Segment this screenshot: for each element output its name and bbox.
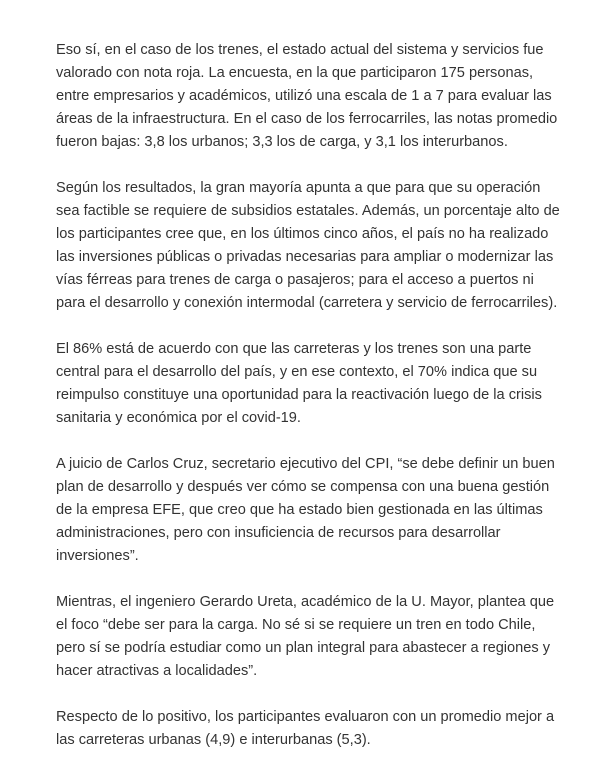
article-body [56,39,566,775]
paragraph-carlos-cruz-quote: A juicio de Carlos Cruz, secretario ejecutivo del CPI, “se debe definir un buen plan de desarrollo y después ver cómo se compensa con una buena gestión de la empresa EFE, que creo que ha estado bien gestionada en las últimas administraciones, pero con insuficiencia de recursos para desarrollar inversiones”. [56,456,555,564]
paragraph-gerardo-ureta-quote: Mientras, el ingeniero Gerardo Ureta, académico de la U. Mayor, plantea que el foco “debe ser para la carga. No sé si se requiere un tren en todo Chile, pero sí se podría estudiar como un plan integral para abastecer a regiones y hacer atractivas a localidades”. [56,594,555,679]
paragraph-trenes-nota-roja: Eso sí, en el caso de los trenes, el estado actual del sistema y servicios fue valorado con nota roja. La encuesta, en la que participaron 175 personas, entre empresarios y académicos, utilizó una escala de 1 a 7 para evaluar las áreas de la infraestructura. En el caso de los ferrocarriles, las notas promedio fueron bajas: 3,8 los urbanos; 3,3 los de carga, y 3,1 los interurbanos. [56,42,558,150]
paragraph-subsidios-estatales: Según los resultados, la gran mayoría apunta a que para que su operación sea factible se requiere de subsidios estatales. Además, un porcentaje alto de los participantes cree que, en los últimos cinco años, el país no ha realizado las inversiones públicas o privadas necesarias para ampliar o modernizar las vías férreas para trenes de carga o pasajeros; para el acceso a puertos ni para el desarrollo y conexión intermodal (carretera y servicio de ferrocarriles). [56,180,560,311]
paragraph-carreteras-positivo: Respecto de lo positivo, los participantes evaluaron con un promedio mejor a las carreteras urbanas (4,9) e interurbanas (5,3). [56,709,555,748]
paragraph-porcentajes-acuerdo: El 86% está de acuerdo con que las carreteras y los trenes son una parte central para el desarrollo del país, y en ese contexto, el 70% indica que su reimpulso constituye una oportunidad para la reactivación luego de la crisis sanitaria y económica por el covid-19. [56,341,542,426]
